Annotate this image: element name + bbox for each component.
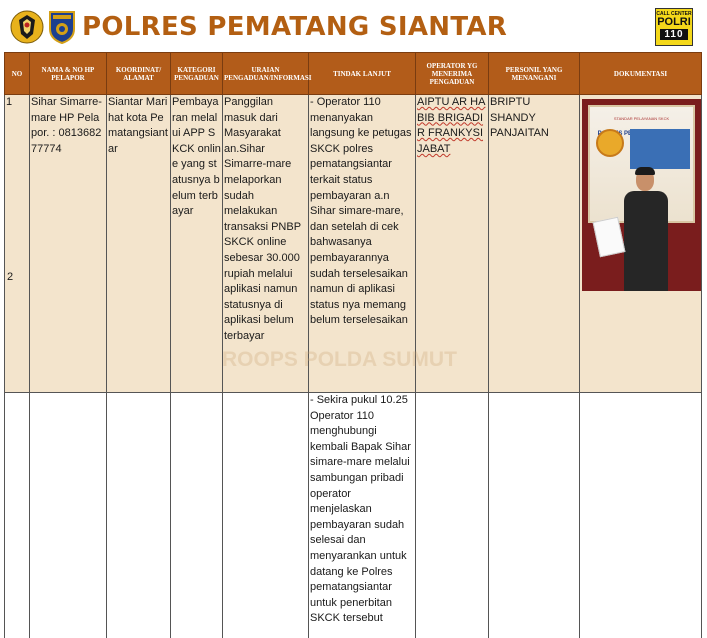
- cell-empty: [5, 393, 30, 638]
- cell-operator: [416, 95, 489, 393]
- row-number-second: 2: [7, 271, 14, 283]
- cell-empty: [580, 393, 702, 638]
- cell-uraian: Panggilan masuk dari Masyarakat an.Sihar Simarre-mare melaporkan sudah melakukan transaksi PNBP SKCK online sebesar 30.000 rupiah melalui aplikasi namun statusnya di aplikasi belum terbayar: [223, 95, 309, 393]
- polres-shield-icon: [47, 9, 77, 45]
- cell-personil: BRIPTU SHANDY PANJAITAN: [489, 95, 580, 393]
- call-center-number: 110: [660, 29, 688, 40]
- table-row: [5, 95, 702, 393]
- table-row: [5, 393, 702, 638]
- col-header-operator: OPERATOR YG MENERIMA PENGADUAN: [416, 53, 489, 95]
- col-header-kategori: KATEGORI PENGADUAN: [171, 53, 223, 95]
- cell-empty: [223, 393, 309, 638]
- col-header-alamat: KOORDINAT/ ALAMAT: [107, 53, 171, 95]
- banner-emblem-icon: [596, 129, 624, 157]
- cell-empty: [171, 393, 223, 638]
- col-header-pelapor: NAMA & NO HP PELAPOR: [30, 53, 107, 95]
- banner-line-1: STANDAR PELAYANAN SKCK: [613, 116, 670, 121]
- table-header-row: [5, 53, 702, 95]
- cell-pelapor: Sihar Simarre-mare HP Pelapor. : 081368277774: [30, 95, 107, 393]
- watermark-text: ROOPS POLDA SUMUT: [222, 348, 457, 371]
- col-header-tindak-lanjut: TINDAK LANJUT: [309, 53, 416, 95]
- operator-names: AIPTU AR HABIB BRIGADIR FRANKYSIJABAT: [417, 96, 486, 155]
- call-center-label: CALL CENTER: [656, 11, 692, 17]
- col-header-dokumentasi: DOKUMENTASI: [580, 53, 702, 95]
- cell-empty: [30, 393, 107, 638]
- cell-empty: [416, 393, 489, 638]
- cell-empty: [107, 393, 171, 638]
- report-header: [0, 0, 707, 52]
- cell-alamat: Siantar Marihat kota Pematangsiantar: [107, 95, 171, 393]
- documentation-photo: [582, 99, 701, 291]
- banner-info-block: [630, 129, 690, 169]
- cell-no: [5, 95, 30, 393]
- cell-tindak-lanjut: - Operator 110 menanyakan langsung ke petugas SKCK polres pematangsiantar terkait status pembayaran a.n Sihar simare-mare, dan setelah di cek bahwasanya pembayarannya sudah terselesaikan namun di aplikasi status nya memang belum terselesaikan: [309, 95, 416, 393]
- col-header-personil: PERSONIL YANG MENANGANI: [489, 53, 580, 95]
- col-header-uraian: URAIAN PENGADUAN/INFORMASI: [223, 53, 309, 95]
- page-title: POLRES PEMATANG SIANTAR: [82, 12, 508, 42]
- cell-empty: [489, 393, 580, 638]
- cell-kategori: Pembayaran melalui APP SKCK online yang statusnya belum terbayar: [171, 95, 223, 393]
- person-figure: [622, 169, 670, 291]
- polri-emblem-icon: [10, 10, 44, 44]
- call-center-polri: POLRI: [657, 16, 691, 28]
- complaint-table: [4, 52, 702, 638]
- call-center-badge: [655, 8, 693, 46]
- row-number: 1: [6, 96, 13, 108]
- cell-tindak-lanjut-2: - Sekira pukul 10.25 Operator 110 menghubungi kembali Bapak Sihar simare-mare melalui sambungan pribadi operator menjelaskan pembayaran sudah selesai dan menyarankan untuk datang ke Polres pematangsiantar untuk penerbitan SKCK tersebut: [309, 393, 416, 638]
- col-header-no: NO: [5, 53, 30, 95]
- cell-dokumentasi: [580, 95, 702, 393]
